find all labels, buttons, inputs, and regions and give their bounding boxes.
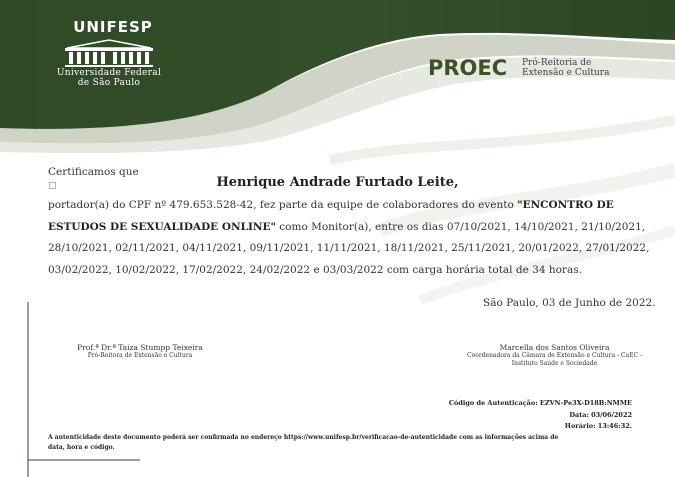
signatory-role: Coordenadora da Câmara de Extensão e Cultura - CaEC - (467, 352, 642, 359)
signatory-role-institute: Instituto Saúde e Sociedade (511, 360, 598, 367)
signatory-role: Pró-Reitora de Extensão e Cultura (87, 352, 193, 359)
body-suffix: como Monitor(a), entre os dias 07/10/2021, 14/10/2021, 21/10/2021, 28/10/2021, 02/11/2021, 04/11/2021, 09/11/2021, 11/11/2021, 18/11/2021, 25/11/2021, 20/01/2022, 27/01/2022, 03/02/2022, 10/02/2022, 17/02/2022, 24/02/2022 e 03/03/2022 com carga horária total de 34 horas. (48, 220, 650, 276)
authentication-info (449, 398, 632, 433)
building-icon (61, 38, 157, 68)
university-line1: Universidade Federal (56, 68, 162, 78)
university-line2: de São Paulo (77, 78, 141, 88)
signatory-name: Prof.ª Dr.ª Taiza Stumpp Teixeira (77, 343, 203, 352)
certify-intro: Certificamos que (48, 166, 139, 178)
authentication-code: Código de Autenticação: EZVN-Pe3X-D18B:NMME (448, 399, 632, 407)
signature-block (447, 343, 662, 368)
body-prefix: portador(a) do CPF nº 479.653.528-42, fez parte da equipe de colaboradores do evento (48, 199, 518, 211)
participant-name: Henrique Andrade Furtado Leite, (216, 175, 459, 190)
unifesp-logo (44, 18, 174, 88)
placeholder-glyph: □ (48, 181, 57, 191)
authenticity-note: A autenticidade deste documento poderá ser confirmada no endereço https://www.unifesp.br/verificacao-de-autenticidade com as informações acima de data, hora e código. (48, 434, 559, 451)
authentication-date: Data: 03/06/2022 (569, 410, 632, 419)
signature-block (45, 343, 235, 360)
event-name: "ENCONTRO DE ESTUDOS DE SEXUALIDADE ONLINE" (48, 199, 614, 233)
certificate-body (48, 195, 654, 281)
proec-line2: Extensão e Cultura (522, 68, 610, 78)
proec-line1: Pró-Reitoria de (522, 58, 592, 68)
proec-wordmark: PROEC (428, 56, 508, 80)
place-date: São Paulo, 03 de Junho de 2022. (483, 297, 656, 309)
signatory-name: Marcella dos Santos Oliveira (499, 343, 610, 352)
university-name: UNIFESP (73, 18, 153, 36)
authentication-time: Horário: 13:46:32. (564, 422, 632, 430)
